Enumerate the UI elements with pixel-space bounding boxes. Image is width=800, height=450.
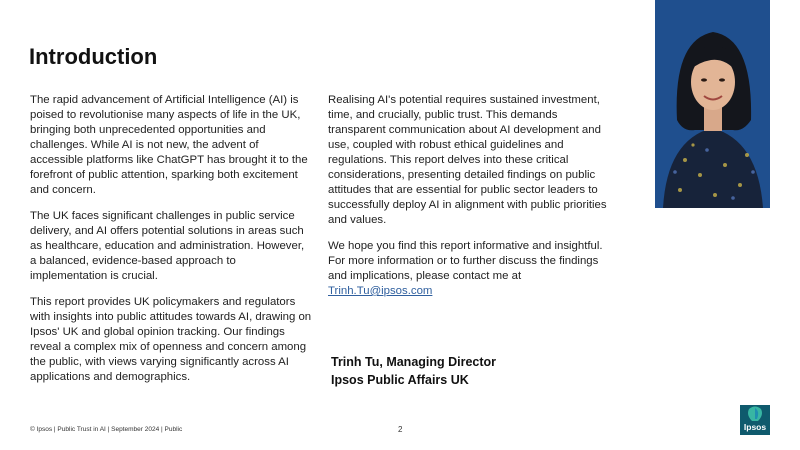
author-photo [655,0,770,208]
page-title: Introduction [29,44,158,69]
page-number: 2 [398,425,403,434]
intro-paragraph-2: The UK faces significant challenges in public service delivery, and AI offers potential solutions in areas such as healthcare, education and administration. However, a balanced, evidence-based approach to implementation is crucial. [30,210,305,282]
intro-paragraph-3: This report provides UK policymakers and regulators with insights into public attitudes towards AI, drawing on Ipsos' UK and global opinion tracking. Our findings reveal a complex mix of openness and concern among the public, with views varying significantly across AI applications and demographics. [30,296,312,383]
ipsos-logo [740,405,770,435]
contact-paragraph [328,239,613,299]
intro-paragraph-1: The rapid advancement of Artificial Intelligence (AI) is poised to revolutionise many aspects of life in the UK, bringing both unprecedented opportunities and challenges. While AI is not new, the advent of accessible platforms like ChatGPT has brought it to the forefront of public attention, sparking both excitement and concern. [30,94,308,196]
signature-block [331,353,496,389]
intro-paragraph-4: Realising AI's potential requires sustained investment, time, and crucially, public trust. This demands transparent communication about AI development and use, coupled with robust ethical guidelines and regulations. This report delves into these critical considerations, presenting detailed findings on public attitudes that are essential for public sector leaders to successfully deploy AI in alignment with public priorities and values. [328,94,607,226]
contact-email-link[interactable]: Trinh.Tu@ipsos.com [328,285,433,297]
logo-text: Ipsos [743,422,767,432]
portrait-image [655,0,770,208]
left-column [30,93,312,396]
footer-text: © Ipsos | Public Trust in AI | September 2024 | Public [30,426,183,433]
signature-organisation: Ipsos Public Affairs UK [331,373,469,387]
contact-text: We hope you find this report informative and insightful. For more information or to further discuss the findings and implications, please contact me at [328,240,603,282]
signature-name: Trinh Tu, Managing Director [331,355,497,369]
right-column [328,93,613,310]
